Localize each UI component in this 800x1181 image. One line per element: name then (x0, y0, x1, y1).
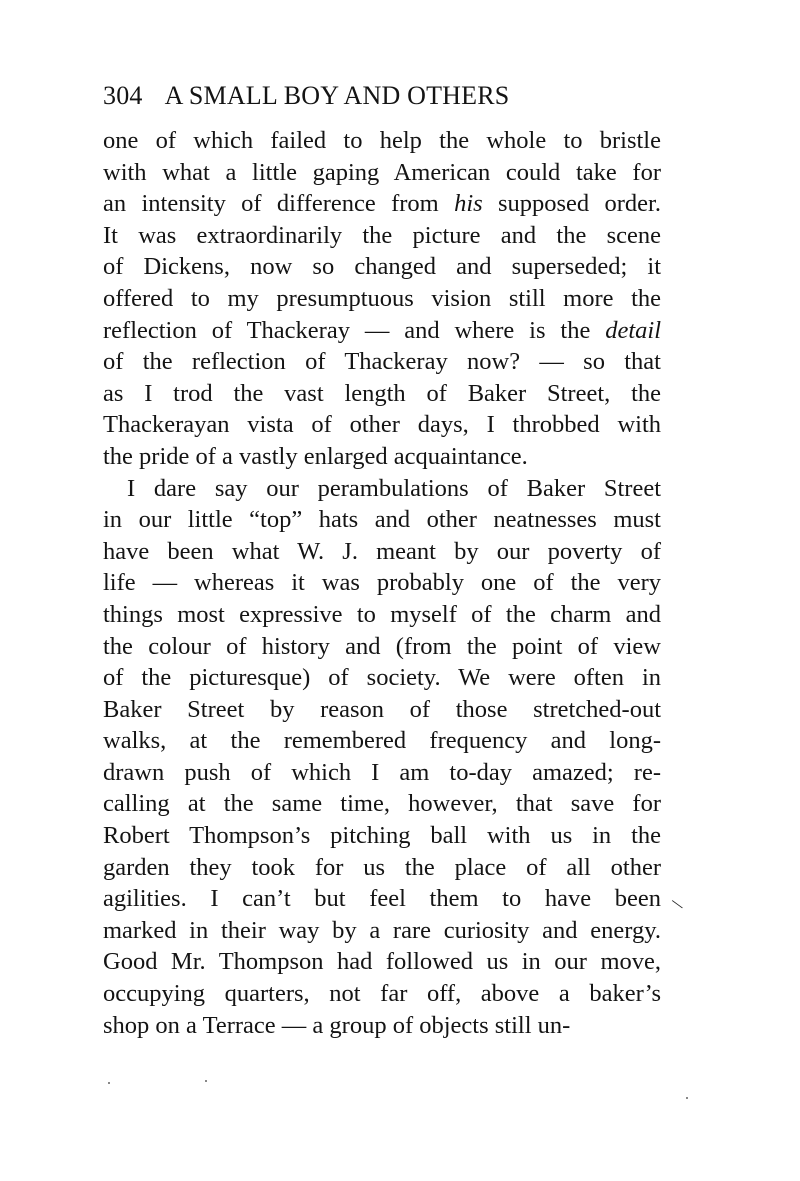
text-line (103, 788, 661, 820)
text-segment: walks, at the remembered frequency and long- (103, 727, 661, 755)
text-segment: garden they took for us the place of all other (103, 853, 661, 881)
text-line (103, 852, 661, 884)
italic-word: detail (605, 316, 661, 344)
text-line (103, 757, 661, 789)
text-line (103, 251, 661, 283)
text-segment: the colour of history and (from the point of view (103, 632, 661, 660)
text-segment: reflection of Thackeray — and where is the (103, 316, 606, 344)
text-segment: drawn push of which I am to-day amazed; re- (103, 758, 661, 786)
text-line (103, 283, 661, 315)
text-line (103, 441, 661, 473)
text-line (103, 946, 661, 978)
text-segment: as I trod the vast length of Baker Street, the (103, 379, 661, 407)
text-line (103, 599, 661, 631)
text-segment: agilities. I can’t but feel them to have been (103, 885, 661, 913)
text-line (103, 567, 661, 599)
text-segment: It was extraordinarily the picture and the scene (103, 221, 661, 249)
text-line (103, 346, 661, 378)
text-segment: offered to my presumptuous vision still more the (103, 284, 661, 312)
text-line (103, 473, 661, 505)
text-segment: marked in their way by a rare curiosity and energy. (103, 916, 661, 944)
text-line (103, 915, 661, 947)
text-line (103, 694, 661, 726)
body-text (103, 125, 661, 1041)
text-line (103, 315, 661, 347)
text-segment: calling at the same time, however, that save for (103, 790, 661, 818)
page-header (103, 81, 509, 111)
text-line (103, 820, 661, 852)
text-line (103, 631, 661, 663)
running-title: A SMALL BOY AND OTHERS (164, 81, 510, 110)
text-line (103, 1010, 661, 1042)
speck (686, 1097, 688, 1099)
text-segment: have been what W. J. meant by our poverty of (103, 537, 661, 565)
speck (108, 1082, 110, 1084)
text-line (103, 883, 661, 915)
text-segment: supposed order. (482, 190, 661, 218)
text-line (103, 220, 661, 252)
speck (205, 1080, 207, 1082)
margin-mark: \ (669, 894, 686, 914)
text-segment: of the picturesque) of society. We were often in (103, 664, 661, 692)
text-segment: I dare say our perambulations of Baker Street (127, 474, 661, 502)
text-segment: the pride of a vastly enlarged acquaintance. (103, 442, 528, 470)
text-segment: life — whereas it was probably one of the very (103, 569, 661, 597)
text-line (103, 504, 661, 536)
text-line (103, 157, 661, 189)
text-segment: things most expressive to myself of the charm and (103, 600, 661, 628)
text-segment: of the reflection of Thackeray now? — so that (103, 348, 661, 376)
text-segment: Good Mr. Thompson had followed us in our move, (103, 948, 661, 976)
text-segment: of Dickens, now so changed and superseded; it (103, 253, 661, 281)
text-segment: Robert Thompson’s pitching ball with us in the (103, 822, 661, 850)
text-line (103, 125, 661, 157)
page-number: 304 (103, 81, 143, 110)
text-segment: one of which failed to help the whole to bristle (103, 127, 661, 154)
text-line (103, 378, 661, 410)
italic-word: his (454, 190, 483, 218)
text-line (103, 409, 661, 441)
text-segment: shop on a Terrace — a group of objects still un- (103, 1011, 571, 1039)
text-segment: with what a little gaping American could take for (103, 158, 661, 186)
text-line (103, 725, 661, 757)
text-segment: occupying quarters, not far off, above a baker’s (103, 980, 661, 1008)
text-line (103, 188, 661, 220)
text-segment: Baker Street by reason of those stretched-out (103, 695, 661, 723)
text-line (103, 978, 661, 1010)
text-line (103, 662, 661, 694)
text-segment: Thackerayan vista of other days, I throbbed with (103, 411, 661, 439)
text-segment: in our little “top” hats and other neatnesses must (103, 506, 661, 534)
text-line (103, 536, 661, 568)
text-segment: an intensity of difference from (103, 190, 455, 218)
